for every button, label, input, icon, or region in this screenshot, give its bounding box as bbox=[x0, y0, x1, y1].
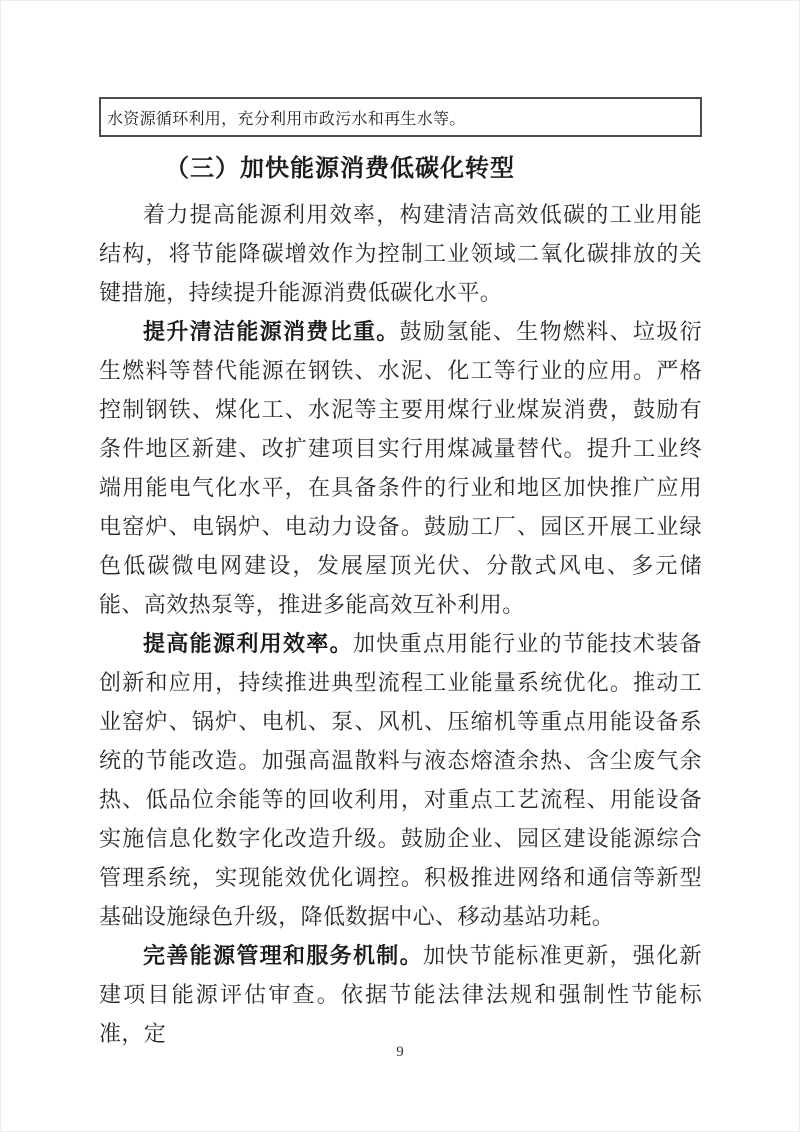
paragraph-body: 加快重点用能行业的节能技术装备创新和应用，持续推进典型流程工业能量系统优化。推动工业窑炉、锅炉、电机、泵、风机、压缩机等重点用能设备系统的节能改造。加强高温散料与液态熔渣余热、含尘废气余热、低品位余能等的回收利用，对重点工艺流程、用能设备实施信息化数字化改造升级。鼓励企业、园区建设能源综合管理系统，实现能效优化调控。积极推进网络和通信等新型基础设施绿色升级，降低数据中心、移动基站功耗。 bbox=[99, 631, 702, 929]
paragraph-lead: 提高能源利用效率。 bbox=[143, 631, 353, 656]
paragraph bbox=[99, 312, 702, 624]
body-text bbox=[99, 195, 702, 1053]
paragraph-body: 加快节能标准更新，强化新建项目能源评估审查。依据节能法律法规和强制性节能标准，定 bbox=[99, 943, 702, 1046]
section-heading: （三）加快能源消费低碳化转型 bbox=[165, 156, 515, 182]
callout-box bbox=[99, 97, 702, 137]
paragraph-lead: 提升清洁能源消费比重。 bbox=[143, 319, 400, 344]
page-number: 9 bbox=[396, 1044, 404, 1060]
page-content bbox=[99, 0, 702, 1053]
paragraph-lead: 完善能源管理和服务机制。 bbox=[143, 943, 423, 968]
paragraph-body: 鼓励氢能、生物燃料、垃圾衍生燃料等替代能源在钢铁、水泥、化工等行业的应用。严格控制钢铁、煤化工、水泥等主要用煤行业煤炭消费，鼓励有条件地区新建、改扩建项目实行用煤减量替代。提升工业终端用能电气化水平，在具备条件的行业和地区加快推广应用电窑炉、电锅炉、电动力设备。鼓励工厂、园区开展工业绿色低碳微电网建设，发展屋顶光伏、分散式风电、多元储能、高效热泵等，推进多能高效互补利用。 bbox=[99, 319, 703, 617]
callout-text: 水资源循环利用，充分利用市政污水和再生水等。 bbox=[107, 110, 466, 128]
paragraph-body: 着力提高能源利用效率，构建清洁高效低碳的工业用能结构，将节能降碳增效作为控制工业领域二氧化碳排放的关键措施，持续提升能源消费低碳化水平。 bbox=[99, 202, 702, 305]
paragraph bbox=[99, 936, 702, 1053]
paragraph bbox=[99, 195, 702, 312]
paragraph bbox=[99, 624, 702, 936]
